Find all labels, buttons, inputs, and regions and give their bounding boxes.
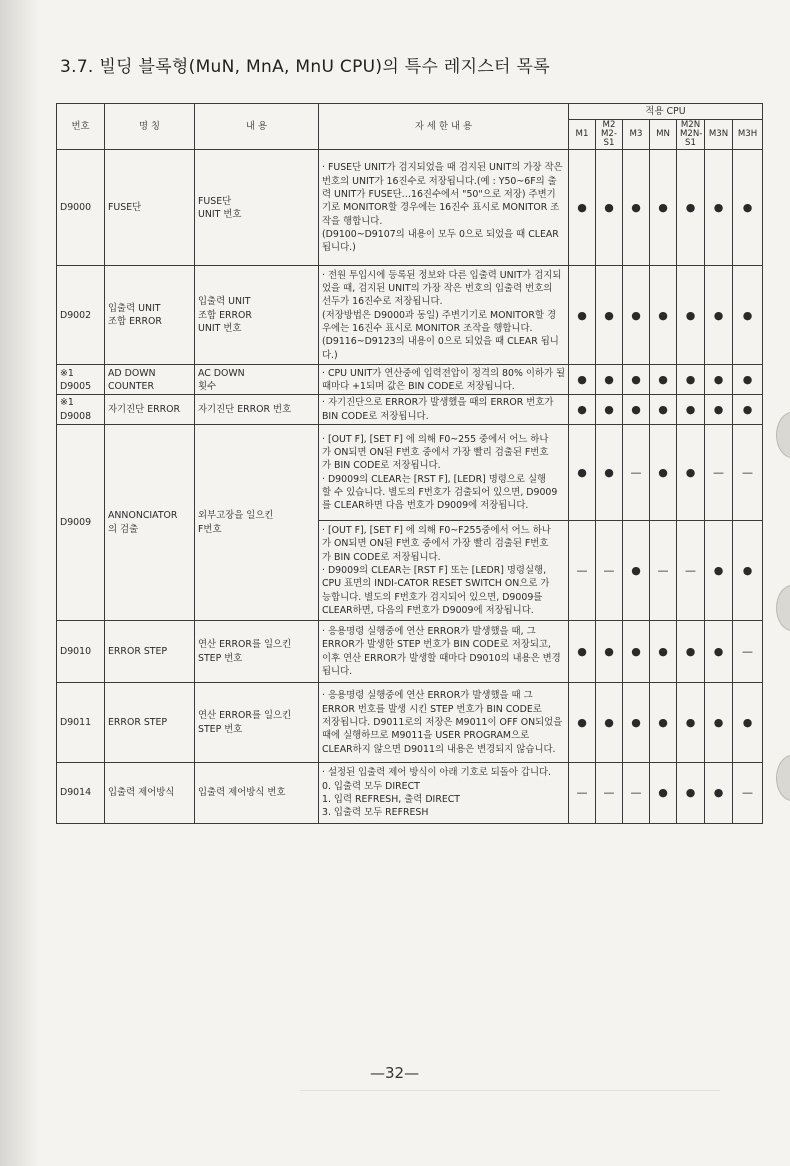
cpu-support-mark: ● <box>569 150 596 266</box>
table-row <box>57 395 763 425</box>
cpu-support-mark: ● <box>569 395 596 425</box>
table-row <box>57 365 763 395</box>
register-number-line: D9011 <box>60 716 92 728</box>
register-number <box>57 425 105 621</box>
table-row <box>57 621 763 683</box>
register-number <box>57 150 105 266</box>
register-detail-line: 가 ON되면 ON된 F번호 중에서 가장 빨리 검출된 F번호 <box>322 538 549 550</box>
register-detail-line: (D9116~D9123의 내용이 0으로 되었을 때 CLEAR 됩니 <box>322 336 559 348</box>
register-detail <box>319 621 569 683</box>
register-detail-line: CLEAR하지 않으면 D9011의 내용은 변경되지 않습니다. <box>322 743 556 755</box>
cpu-support-mark: ● <box>650 683 677 763</box>
cpu-support-mark: ● <box>733 266 763 365</box>
register-detail-line: 됩니다. <box>322 665 353 677</box>
register-content-line: STEP 번호 <box>198 652 243 664</box>
cpu-support-mark: ● <box>705 266 733 365</box>
register-content-line: 횟수 <box>198 380 217 392</box>
cpu-support-mark: ● <box>650 621 677 683</box>
cpu-support-mark: ● <box>650 266 677 365</box>
cpu-support-mark: ● <box>677 425 705 521</box>
register-content <box>195 365 319 395</box>
cpu-support-mark: ● <box>569 425 596 521</box>
register-detail <box>319 365 569 395</box>
register-detail-line: 번호의 UNIT가 16진수로 저장됩니다.(예 : Y50~6F의 출 <box>322 175 557 187</box>
register-detail-line: 가 ON되면 ON된 F번호 중에서 가장 빨리 검출된 F번호 <box>322 446 549 458</box>
binder-hole <box>776 585 790 631</box>
register-number <box>57 266 105 365</box>
cpu-support-mark: — <box>733 425 763 521</box>
cpu-support-mark: ● <box>677 266 705 365</box>
register-name <box>105 365 195 395</box>
cpu-support-mark: ● <box>650 425 677 521</box>
register-content-line: 조합 ERROR <box>198 309 252 321</box>
register-name <box>105 395 195 425</box>
register-detail-line: 작을 행합니다. <box>322 215 383 227</box>
register-content-line: 연산 ERROR를 일으킨 <box>198 639 292 651</box>
register-name-line: ANNONCIATOR <box>108 510 178 522</box>
register-name-line: COUNTER <box>108 380 154 392</box>
register-number <box>57 395 105 425</box>
register-name-line: ERROR STEP <box>108 645 168 657</box>
table-row <box>57 683 763 763</box>
cpu-support-mark: ● <box>623 395 650 425</box>
register-detail <box>319 521 569 621</box>
register-number <box>57 621 105 683</box>
register-detail-line: CLEAR하면, 다음의 F번호가 D9009에 저장됩니다. <box>322 604 534 616</box>
register-detail-line: ERROR 번호를 발생 시킨 STEP 번호가 BIN CODE로 <box>322 703 542 715</box>
cpu-support-mark: ● <box>650 763 677 824</box>
register-detail-line: · 자기진단으로 ERROR가 발생했을 때의 ERROR 번호가 <box>322 397 554 409</box>
register-content <box>195 150 319 266</box>
cpu-support-mark: ● <box>596 266 623 365</box>
cpu-support-mark: ● <box>705 395 733 425</box>
cpu-support-mark: ● <box>705 365 733 395</box>
register-detail <box>319 150 569 266</box>
register-number-line: D9008 <box>60 410 92 422</box>
cpu-support-mark: ● <box>596 395 623 425</box>
register-content-line: 입출력 제어방식 번호 <box>198 787 286 799</box>
header-cpu-0: M1 <box>569 120 596 150</box>
cpu-support-mark: ● <box>596 683 623 763</box>
register-detail-line: 됩니다.) <box>322 242 356 254</box>
binder-hole <box>776 412 790 458</box>
cpu-support-mark: ● <box>596 365 623 395</box>
register-detail-line: CPU 표면의 INDI-CATOR RESET SWITCH ON으로 가 <box>322 578 550 590</box>
register-name <box>105 621 195 683</box>
header-cpu-6: M3H <box>733 120 763 150</box>
header-number: 번호 <box>57 104 105 150</box>
cpu-support-mark: — <box>596 763 623 824</box>
cpu-support-mark: — <box>705 425 733 521</box>
header-cpu-1: M2 M2-S1 <box>596 120 623 150</box>
cpu-support-mark: ● <box>677 395 705 425</box>
cpu-support-mark: — <box>569 763 596 824</box>
table-row <box>57 425 763 521</box>
register-detail-line: 를 CLEAR하면 다음 번호가 D9009에 저장됩니다. <box>322 500 529 512</box>
cpu-support-mark: ● <box>650 150 677 266</box>
register-detail <box>319 763 569 824</box>
register-number-line: D9014 <box>60 787 92 799</box>
register-detail <box>319 683 569 763</box>
register-content <box>195 763 319 824</box>
cpu-support-mark: ● <box>733 521 763 621</box>
register-detail-line: 우에는 16진수 표시로 MONITOR 조작을 행합니다. <box>322 323 533 335</box>
table-row <box>57 150 763 266</box>
cpu-support-mark: ● <box>705 621 733 683</box>
cpu-support-mark: ● <box>677 150 705 266</box>
cpu-support-mark: ● <box>596 621 623 683</box>
cpu-support-mark: ● <box>569 621 596 683</box>
register-content-line: UNIT 번호 <box>198 208 242 220</box>
cpu-support-mark: ● <box>596 150 623 266</box>
cpu-support-mark: ● <box>623 683 650 763</box>
register-name <box>105 425 195 621</box>
register-detail-line: 력 UNIT가 FUSE단…16진수에서 "50"으로 저장) 주변기 <box>322 188 556 200</box>
cpu-support-mark: ● <box>623 150 650 266</box>
register-detail-line: 능합니다. 별도의 F번호가 검지되어 있으면, D9009를 <box>322 591 543 603</box>
register-detail-line: 가 BIN CODE로 저장됩니다. <box>322 460 441 472</box>
register-detail <box>319 395 569 425</box>
register-detail-line: 기로 MONITOR할 경우에는 16진수 표시로 MONITOR 조 <box>322 202 560 214</box>
register-name-line: AD DOWN <box>108 367 156 379</box>
cpu-support-mark: ● <box>677 621 705 683</box>
cpu-support-mark: ● <box>677 763 705 824</box>
register-detail-line: · 설정된 입출력 제어 방식이 아래 기호로 되돌아 갑니다. <box>322 767 552 779</box>
register-content-line: 외부고장을 일으킨 <box>198 510 274 522</box>
register-detail-line: · [OUT F], [SET F] 에 의해 F0~255 중에서 어느 하나 <box>322 433 549 445</box>
register-name-line: 입출력 UNIT <box>108 303 161 315</box>
register-number-line: ※1 <box>60 397 74 409</box>
register-content-line: FUSE단 <box>198 195 232 207</box>
register-detail-line: 0. 입출력 모두 DIRECT <box>322 780 420 792</box>
register-name <box>105 763 195 824</box>
register-content-line: 입출력 UNIT <box>198 296 251 308</box>
cpu-support-mark: ● <box>705 521 733 621</box>
register-number <box>57 365 105 395</box>
register-name <box>105 683 195 763</box>
register-detail-line: · D9009의 CLEAR는 [RST F] 또는 [LEDR] 명령실행, <box>322 564 547 576</box>
register-content-line: UNIT 번호 <box>198 323 242 335</box>
register-detail-line: · 응용명령 실행중에 연산 ERROR가 발생했을 때, 그 <box>322 625 536 637</box>
register-detail-line: 3. 입출력 모두 REFRESH <box>322 807 429 819</box>
register-number-line: ※1 <box>60 367 74 379</box>
header-content: 내 용 <box>195 104 319 150</box>
register-detail-line: · CPU UNIT가 연산중에 입력전압이 정격의 80% 이하가 될 <box>322 367 565 379</box>
cpu-support-mark: ● <box>569 683 596 763</box>
cpu-support-mark: — <box>733 763 763 824</box>
cpu-support-mark: ● <box>677 683 705 763</box>
register-name-line: 조합 ERROR <box>108 316 162 328</box>
cpu-support-mark: — <box>623 425 650 521</box>
cpu-support-mark: ● <box>705 763 733 824</box>
cpu-support-mark: ● <box>705 150 733 266</box>
register-content-line: F번호 <box>198 523 222 535</box>
register-detail-line: · D9009의 CLEAR는 [RST F], [LEDR] 명령으로 실행 <box>322 473 547 485</box>
register-detail-line: 었을 때, 검지된 UNIT의 가장 작은 번호의 입출력 번호의 <box>322 283 553 295</box>
register-detail-line: · [OUT F], [SET F] 에 의해 F0~F255중에서 어느 하나 <box>322 524 551 536</box>
register-name-line: 입출력 제어방식 <box>108 787 175 799</box>
cpu-support-mark: ● <box>733 683 763 763</box>
register-number <box>57 683 105 763</box>
cpu-support-mark: ● <box>705 683 733 763</box>
cpu-support-mark: — <box>677 521 705 621</box>
register-detail-line: 때마다 +1되며 값은 BIN CODE로 저장됩니다. <box>322 380 515 392</box>
register-detail-line: 1. 입력 REFRESH, 출력 DIRECT <box>322 794 461 806</box>
register-detail-line: 선두가 16진수로 저장됩니다. <box>322 296 443 308</box>
header-cpu-5: M3N <box>705 120 733 150</box>
register-detail-line: 다.) <box>322 349 338 361</box>
register-number-line: D9009 <box>60 516 92 528</box>
register-detail-line: · 전원 투입시에 등록된 정보와 다른 입출력 UNIT가 검지되 <box>322 269 562 281</box>
header-detail: 자 세 한 내 용 <box>319 104 569 150</box>
cpu-support-mark: ● <box>733 150 763 266</box>
register-content <box>195 683 319 763</box>
cpu-support-mark: ● <box>569 365 596 395</box>
register-detail-line: 저장됩니다. D9011로의 저장은 M9011이 OFF ON되었을 <box>322 716 563 728</box>
scan-artifact <box>300 1090 720 1091</box>
cpu-support-mark: ● <box>650 395 677 425</box>
cpu-support-mark: ● <box>733 365 763 395</box>
header-cpu-2: M3 <box>623 120 650 150</box>
register-number-line: D9010 <box>60 645 92 657</box>
register-name <box>105 150 195 266</box>
register-detail-line: · 응용명령 실행중에 연산 ERROR가 발생했을 때 그 <box>322 690 533 702</box>
register-content <box>195 621 319 683</box>
cpu-support-mark: ● <box>733 395 763 425</box>
cpu-support-mark: ● <box>623 521 650 621</box>
cpu-support-mark: ● <box>650 365 677 395</box>
register-name-line: 자기진단 ERROR <box>108 404 181 416</box>
register-detail <box>319 425 569 521</box>
cpu-support-mark: — <box>623 763 650 824</box>
register-content <box>195 425 319 621</box>
cpu-support-mark: — <box>733 621 763 683</box>
cpu-support-mark: ● <box>623 266 650 365</box>
register-number-line: D9000 <box>60 202 92 214</box>
register-content <box>195 266 319 365</box>
cpu-support-mark: ● <box>623 365 650 395</box>
register-detail-line: 이후 연산 ERROR가 발생할 때마다 D9010의 내용은 변경 <box>322 652 561 664</box>
register-detail-line: (D9100~D9107의 내용이 모두 0으로 되었을 때 CLEAR <box>322 228 559 240</box>
register-content-line: 자기진단 ERROR 번호 <box>198 404 292 416</box>
cpu-support-mark: ● <box>569 266 596 365</box>
register-number-line: D9002 <box>60 309 92 321</box>
cpu-support-mark: ● <box>623 621 650 683</box>
cpu-support-mark: ● <box>596 425 623 521</box>
register-detail-line: 때에 실행하므로 M9011을 USER PROGRAM으로 <box>322 730 530 742</box>
header-cpu-3: MN <box>650 120 677 150</box>
cpu-support-mark: ● <box>677 365 705 395</box>
register-detail-line: ERROR가 발생한 STEP 번호가 BIN CODE로 저장되고, <box>322 639 551 651</box>
header-cpu-4: M2N M2N-S1 <box>677 120 705 150</box>
register-content-line: STEP 번호 <box>198 723 243 735</box>
register-detail-line: · FUSE단 UNIT가 검지되었을 때 검지된 UNIT의 가장 작은 <box>322 162 563 174</box>
page-number: —32— <box>370 1064 420 1082</box>
cpu-support-mark: — <box>650 521 677 621</box>
cpu-support-mark: — <box>596 521 623 621</box>
header-name: 명 칭 <box>105 104 195 150</box>
register-name-line: FUSE단 <box>108 202 142 214</box>
register-detail-line: 할 수 있습니다. 별도의 F번호가 검출되어 있으면, D9009 <box>322 486 558 498</box>
binder-hole <box>776 755 790 801</box>
register-detail-line: BIN CODE로 저장됩니다. <box>322 410 429 422</box>
register-number-line: D9005 <box>60 380 92 392</box>
cpu-support-mark: — <box>569 521 596 621</box>
register-content <box>195 395 319 425</box>
register-name <box>105 266 195 365</box>
register-name-line: 의 검출 <box>108 523 139 535</box>
register-number <box>57 763 105 824</box>
register-name-line: ERROR STEP <box>108 716 168 728</box>
register-detail <box>319 266 569 365</box>
binder-edge <box>0 0 38 1166</box>
special-register-table <box>56 103 763 824</box>
page-title: 3.7. 빌딩 블록형(MuN, MnA, MnU CPU)의 특수 레지스터 목록 <box>60 57 550 77</box>
register-detail-line: (저장방법은 D9000과 동일) 주변기기로 MONITOR할 경 <box>322 309 557 321</box>
register-content-line: AC DOWN <box>198 367 245 379</box>
register-content-line: 연산 ERROR를 일으킨 <box>198 710 292 722</box>
table-row <box>57 266 763 365</box>
table-row <box>57 763 763 824</box>
register-detail-line: 가 BIN CODE로 저장됩니다. <box>322 551 441 563</box>
header-applicable-cpu: 적용 CPU <box>569 104 763 120</box>
